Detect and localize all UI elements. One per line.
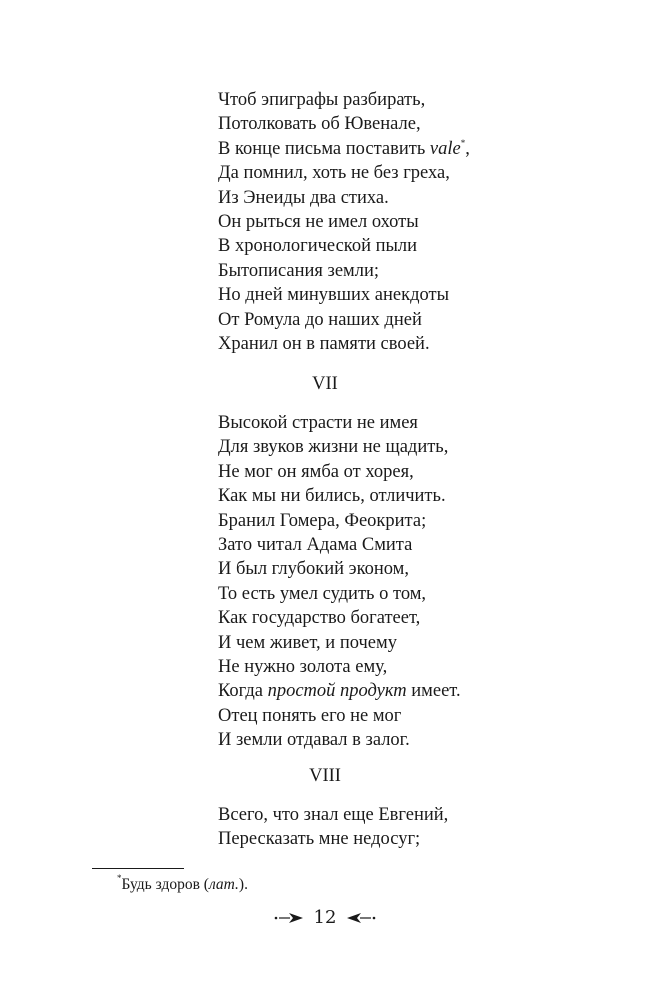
verse-segment: Высокой страсти не имея bbox=[218, 413, 418, 433]
verse-line bbox=[218, 332, 548, 356]
verse-segment: Как мы ни бились, отличить. bbox=[218, 486, 446, 507]
verse-segment: Пересказать мне недосуг; bbox=[218, 829, 421, 850]
verse-segment: От Ромула до наших дней bbox=[218, 309, 422, 330]
verse-segment: Зато читал Адама Смита bbox=[218, 535, 413, 556]
verse-segment: имеет. bbox=[406, 681, 461, 702]
footnote-marker: * bbox=[117, 873, 122, 883]
verse-line bbox=[218, 161, 548, 185]
verse-segment: Бранил Гомера, Феокрита; bbox=[218, 510, 427, 531]
verse-italic-segment: простой продукт bbox=[267, 681, 407, 702]
verse-segment: Для звуков жизни не щадить, bbox=[218, 437, 449, 458]
page-folio bbox=[0, 907, 650, 928]
stanza-viii-beginning bbox=[218, 803, 548, 852]
verse-segment: Потолковать об Ювенале, bbox=[218, 114, 421, 135]
verse-line bbox=[218, 259, 548, 283]
verse-line bbox=[218, 655, 548, 679]
verse-segment: И был глубокий эконом, bbox=[218, 559, 410, 580]
footnote-text: Будь здоров ( bbox=[121, 876, 209, 893]
verse-line bbox=[218, 210, 548, 234]
stanza-number-vii: VII bbox=[312, 374, 338, 394]
verse-line bbox=[218, 606, 548, 630]
verse-line bbox=[218, 582, 548, 606]
verse-line bbox=[218, 186, 548, 210]
verse-line bbox=[218, 631, 548, 655]
verse-line bbox=[218, 704, 548, 728]
verse-line bbox=[218, 283, 548, 307]
verse-segment: В хронологической пыли bbox=[218, 236, 418, 257]
stanza-vii bbox=[218, 411, 548, 753]
verse-segment: Но дней минувших анекдоты bbox=[218, 285, 450, 306]
verse-segment: И земли отдавал в залог. bbox=[218, 730, 410, 751]
verse-line bbox=[218, 827, 548, 851]
right-arrow-ornament-icon bbox=[342, 911, 382, 925]
verse-segment: Когда bbox=[218, 681, 268, 702]
verse-segment: Хранил он в памяти своей. bbox=[218, 334, 430, 355]
left-arrow-ornament-icon bbox=[268, 911, 308, 925]
verse-segment: Бытописания земли; bbox=[218, 260, 380, 281]
verse-line bbox=[218, 803, 548, 827]
verse-segment: То есть умел судить о том, bbox=[218, 583, 427, 604]
footnote-italic: лат. bbox=[208, 876, 239, 893]
verse-segment: Он рыться не имел охоты bbox=[218, 212, 419, 233]
verse-segment: Всего, что знал еще Евгений, bbox=[218, 805, 449, 825]
verse-line bbox=[218, 88, 548, 112]
verse-segment: Чтоб эпиграфы разбирать, bbox=[218, 90, 426, 110]
stanza-number-viii: VIII bbox=[309, 766, 341, 786]
verse-italic-segment: vale bbox=[429, 138, 461, 159]
footnote-divider bbox=[92, 868, 184, 869]
verse-segment: И чем живет, и почему bbox=[218, 632, 397, 653]
verse-line bbox=[218, 435, 548, 459]
verse-segment: Не мог он ямба от хорея, bbox=[218, 461, 414, 482]
verse-segment: Да помнил, хоть не без греха, bbox=[218, 163, 450, 184]
verse-line bbox=[218, 484, 548, 508]
verse-segment: Из Энеиды два стиха. bbox=[218, 187, 389, 208]
page-number: 12 bbox=[313, 907, 337, 928]
verse-line bbox=[218, 728, 548, 752]
footnote bbox=[117, 873, 248, 894]
footnote-tail: ). bbox=[238, 876, 248, 893]
verse-line bbox=[218, 137, 548, 161]
verse-line bbox=[218, 557, 548, 581]
verse-segment: , bbox=[465, 138, 470, 159]
verse-line bbox=[218, 308, 548, 332]
verse-line bbox=[218, 679, 548, 703]
footnote-ref-marker: * bbox=[460, 137, 466, 148]
verse-line bbox=[218, 234, 548, 258]
verse-line bbox=[218, 112, 548, 136]
stanza-vi-ending bbox=[218, 88, 548, 356]
verse-line bbox=[218, 411, 548, 435]
verse-segment: Как государство богатеет, bbox=[218, 608, 421, 629]
verse-line bbox=[218, 460, 548, 484]
verse-line bbox=[218, 533, 548, 557]
verse-segment: Не нужно золота ему, bbox=[218, 657, 388, 678]
verse-segment: Отец понять его не мог bbox=[218, 705, 402, 726]
verse-line bbox=[218, 509, 548, 533]
verse-segment: В конце письма поставить bbox=[218, 138, 430, 159]
